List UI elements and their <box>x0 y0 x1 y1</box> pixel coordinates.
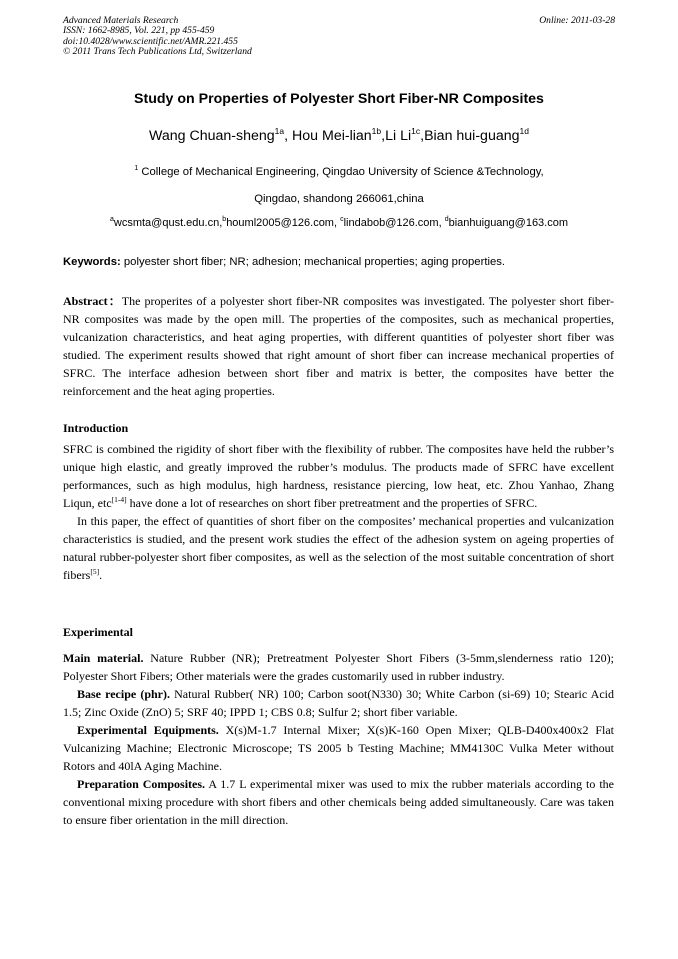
email-address: bianhuiguang@163.com <box>448 217 569 229</box>
affiliation-mark: 1 <box>134 165 139 172</box>
affiliation-line-2: Qingdao, shandong 266061,china <box>254 193 424 205</box>
experimental-body <box>63 649 614 829</box>
abstract-label: Abstract <box>63 294 108 308</box>
keywords <box>63 256 505 268</box>
author-mark: 1d <box>519 126 529 136</box>
author-mark: 1a <box>274 126 285 136</box>
author-list: Wang Chuan-sheng$^{1a}$, Hou Mei-lian$^{1b}$,Li $Li^{1c},Bian$ hui-guang$^{1d}$ <box>149 126 529 144</box>
email-list: $^a$wcsmta@qust.edu.cn,$^b$houml2005@126.com, $^c$lindabob@126.com, $^d$bianhuiguang@163.com <box>109 216 569 229</box>
abstract-text: The properites of a polyester short fiber-NR composites was investigated. The polyester short fiber-NR composites was made by the open mill. The properties of the composites, such as mechanical properties, vulcanization characteristics, and heat aging properties, with different quantities of polyester short fiber was studied. The experiment results showed that right amount of short fiber can increase mechanical properties of SFRC. The interface adhesion between short fiber and matrix is better, the composites have better the reinforcement and the heat aging properties. <box>63 294 614 398</box>
author-name: Bian hui-guang <box>424 128 520 144</box>
issn-line: ISSN: 1662-8985, Vol. 221, pp 455-459 <box>63 25 215 37</box>
doi-line: doi:10.4028/www.scientific.net/AMR.221.455 <box>63 35 238 47</box>
keywords-label: Keywords: <box>63 256 121 268</box>
citation: [5] <box>90 567 100 576</box>
section-heading-experimental: Experimental <box>63 625 133 639</box>
author-mark: 1b <box>371 126 382 136</box>
paragraph: In this paper, the effect of quantities of short fiber on the composites’ mechanical properties and vulcanization characteristics is studied, and the present work studies the effect of the adhesion system on ageing properties of natural rubber-polyester short fiber composites, as well as the selection of the most suitable concentration of short fibers[5]. <box>63 514 614 582</box>
email-address: houml2005@126.com <box>226 217 334 229</box>
author-name: Hou Mei-lian <box>292 128 372 144</box>
journal-header <box>63 16 252 58</box>
copyright-line: © 2011 Trans Tech Publications Ltd, Switzerland <box>63 46 252 58</box>
author-mark: 1c <box>411 126 421 136</box>
paper-title: Study on Properties of Polyester Short Fiber-NR Composites <box>134 91 544 107</box>
author-name: Li Li <box>385 128 412 144</box>
email-address: wcsmta@qust.edu.cn <box>113 217 220 229</box>
affiliation-line-1: $^1$ College of Mechanical Engineering, Qingdao University of Science &Technology, <box>134 165 544 178</box>
paragraph-preparation: Preparation Composites. A 1.7 L experimental mixer was used to mix the rubber materials according to the conventional mixing procedure with short fibers and other chemicals being added simultaneously. Care was taken to ensure fiber orientation in the mill direction. <box>63 777 614 827</box>
abstract: Abstract：The properites of a polyester short fiber-NR composites was investigated. The polyester short fiber-NR composites was made by the open mill. The properties of the composites, such as mechanical properties, vulcanization characteristics, and heat aging properties, with different quantities of polyester short fiber was studied. The experiment results showed that right amount of short fiber can increase mechanical properties of SFRC. The interface adhesion between short fiber and matrix is better, the composites have better the reinforcement and the heat aging properties. <box>63 294 614 398</box>
paragraph-base-recipe: Base recipe (phr). Natural Rubber( NR) 100; Carbon soot(N330) 30; White Carbon (si-69) 10; Stearic Acid 1.5; Zinc Oxide (ZnO) 5; SRF 40; IPPD 1; CBS 0.8; Sulfur 2; short fiber variable. <box>63 687 614 719</box>
author-name: Wang Chuan-sheng <box>149 128 275 144</box>
keywords-text: polyester short fiber; NR; adhesion; mechanical properties; aging properties. <box>120 256 506 268</box>
citation: [1-4] <box>111 495 127 504</box>
paragraph: SFRC is combined the rigidity of short fiber with the flexibility of rubber. The composites have held the rubber’s unique high elastic, and greatly improved the rubber’s modulus. The products made of SFRC have excellent performances, such as high modulus, high hardness, resistance piercing, low heat, etc. Zhou Yanhao, Zhang Liqun, etc[1-4] have done a lot of researches on short fiber pretreatment and the properties of SFRC. <box>63 442 614 510</box>
introduction-body <box>63 440 614 584</box>
paragraph-main-material: Main material. Nature Rubber (NR); Pretreatment Polyester Short Fibers (3-5mm,slenderness ratio 120); Polyester Short Fibers; Other materials were the grades customarily used in rubber industry. <box>63 651 614 683</box>
email-address: lindabob@126.com <box>343 217 439 229</box>
journal-name: Advanced Materials Research <box>63 15 179 26</box>
paragraph-equipments: Experimental Equipments. X(s)M-1.7 Internal Mixer; X(s)K-160 Open Mixer; QLB-D400x400x2 Flat Vulcanizing Machine; Electronic Microscope; TS 2005 b Testing Machine; MM4130C Vulka Meter without Rotors and 40lA Aging Machine. <box>63 723 614 773</box>
section-heading-introduction: Introduction <box>63 421 129 435</box>
online-date: Online: 2011-03-28 <box>539 15 615 26</box>
